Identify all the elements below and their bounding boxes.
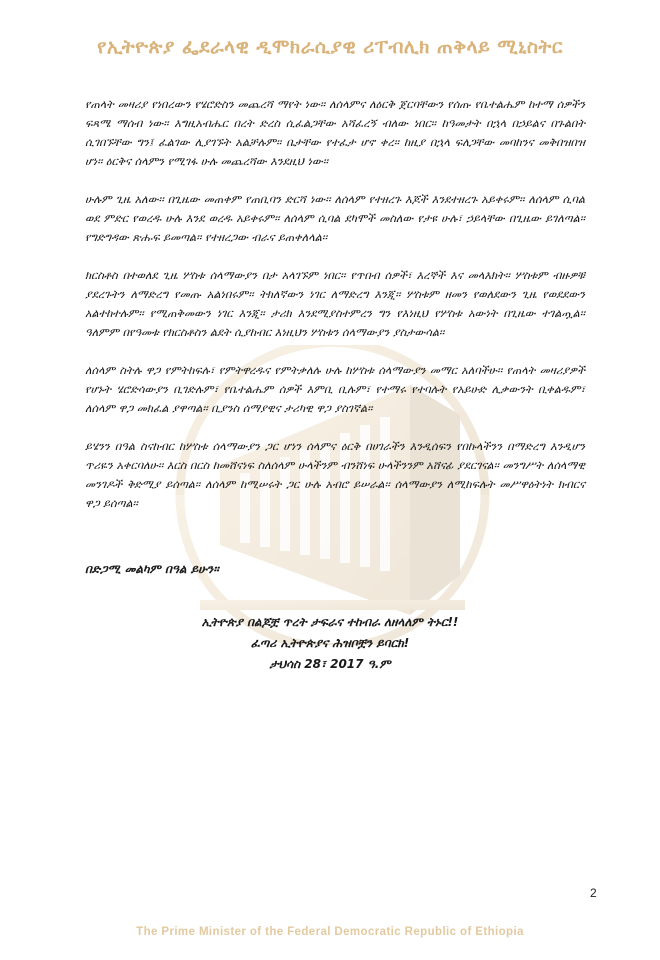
letterhead-title: የኢትዮጵያ ፌደራላዊ ዲሞክራሲያዊ ሪፐብሊክ ጠቅላይ ሚኒስትር xyxy=(97,36,563,58)
closing-line-2: ፈጣሪ ኢትዮጵያና ሕዝቦቿን ይባርክ! xyxy=(250,636,410,650)
letterhead-footer: The Prime Minister of the Federal Democratic Republic of Ethiopia xyxy=(136,926,524,938)
paragraph-5: ይሄንን በዓል ስናከብር ከሦስቱ ሰላማውያን ጋር ሆነን ሰላምና ዕርቅ በሀገራችን እንዲሰፍን የበኩላችንን በማድረግ እንዲሆን ጥሪዬን አቀርባለሁ፡፡ እርስ በርስ ከመሸናነፍ ስለሰላም ሁላችንም ብንሸነፍ ሁላችንንም አሸናፊ ያደርገናል፡፡ መንግሥት ለሰላማዊ መንገዶች ቅድሚያ ይሰጣል፡፡ ለሰላም ከሚሠሩት ጋር ሁሉ አብሮ ይሠራል፡፡ ሰላማውያን ለሚከፍሉት መሥዋዕትነት ክብርና ዋጋ ይሰጣል፡፡ xyxy=(85,440,585,510)
closing-date: ታህሳስ 28፣ 2017 ዓ.ም xyxy=(269,657,391,671)
closing-block xyxy=(0,612,660,675)
page-number: 2 xyxy=(590,886,597,900)
paragraph-4: ለሰላም ስትሉ ዋጋ የምትከፍሉ፣ የምትዋረዱና የምትቃለሉ ሁሉ ከሦስቱ ሰላማውያን መማር አለባችሁ፡፡ የጠላት መዛሪያዎች የሆኑት ሄሮድሳውያን ቢገድሉም፣ የቤተልሔም ሰዎች እምቢ ቢሉም፣ የተማሩ የተባሉት የአይሁድ ሊቃውንት ቢቀልዱም፣ ለሰላም ዋጋ መክፈል ያዋጣል፡፡ ቢያንስ ሰማያዊና ታሪካዊ ዋጋ ያስገኛል፡፡ xyxy=(85,364,585,415)
paragraph-2: ሁሉም ጊዜ አለው፡፡ በጊዜው መጠቀም የጠቢባን ድርሻ ነው፡፡ ለሰላም የተዘረጉ እጆች እንደተዘረጉ አይቀሩም፡፡ ለሰላም ሲባል ወደ ምድር የወረዱ ሁሉ እንደ ወረዱ አይቀሩም፡፡ ለሰላም ሲባል ደካሞች መስለው የታዩ ሁሉ፣ ኃይላቸው በጊዜው ይገለጣል፡፡ የግድግዳው ጽሑፍ ይመጣል፡፡ የተዘረጋው ብራና ይጠቀለላል፡፡ xyxy=(85,193,585,244)
closing-line-1: ኢትዮጵያ በልጆቿ ጥረት ታፍራና ተከብራ ለዘላለም ትኑር!! xyxy=(201,615,459,629)
paragraph-1: የጠላት መዛሪያ የነበረውን የሄሮድስን መጨረሻ ማየት ነው፡፡ ለሰላምና ለዕርቅ ጀርባቸውን የሰጡ የቤተልሔም ከተማ ሰዎችን ፍጻሜ ማሰብ ነው፡፡ እግዚአብሔር በረት ድረስ ሲፈልጋቸው አሻፈረኝ ብለው ነበር፡፡ ከዓመታት በኋላ በኃይልና በጉልበት ሲገበኙቸው ግን፤ ፈልገው ሊያገኙት አልቻሉም፡፡ ቤታቸው የተፈታ ሆኖ ቀረ፡፡ ከዚያ በኋላ ፍለጋቸው መባከንና መቅበዝበዝ ሆነ፡፡ ዕርቅና ሰላምን የሚገፋ ሁሉ መጨረሻው እንደዚህ ነው፡፡ xyxy=(85,98,585,168)
paragraph-3: ክርስቶስ በተወለደ ጊዜ ሦስቱ ሰላማውያን በታ አላገኙም ነበር፡፡ የጥበብ ሰዎች፣ እረኞች እና መላእክት፡፡ ሦስቱም ብዙዎቹ ያደረጉትን ለማድረግ የመጡ አልነበሩም፡፡ ትክለኛውን ነገር ለማድረግ እንጂ፡፡ ሦስቱም ዘመን የወለደውን ጊዜ የወደደውን አልተከተሉም፡፡ የሚጠቅመውን ነገር እንጂ፡፡ ታሪክ እንደሚያስተምረን ግን የእነዚህ የሦስቱ አውነት በጊዜው ተገልጧል፡፡ ዓለምም በየዓመቱ የክርስቶስን ልደት ሲያከብር እነዚህን ሦስቱን ሰላማውያን ያስታውሳል፡፡ xyxy=(85,269,585,339)
greeting-line: በድጋሚ መልካም በዓል ይሁን፡፡ xyxy=(85,562,219,576)
letter-body xyxy=(85,95,585,532)
